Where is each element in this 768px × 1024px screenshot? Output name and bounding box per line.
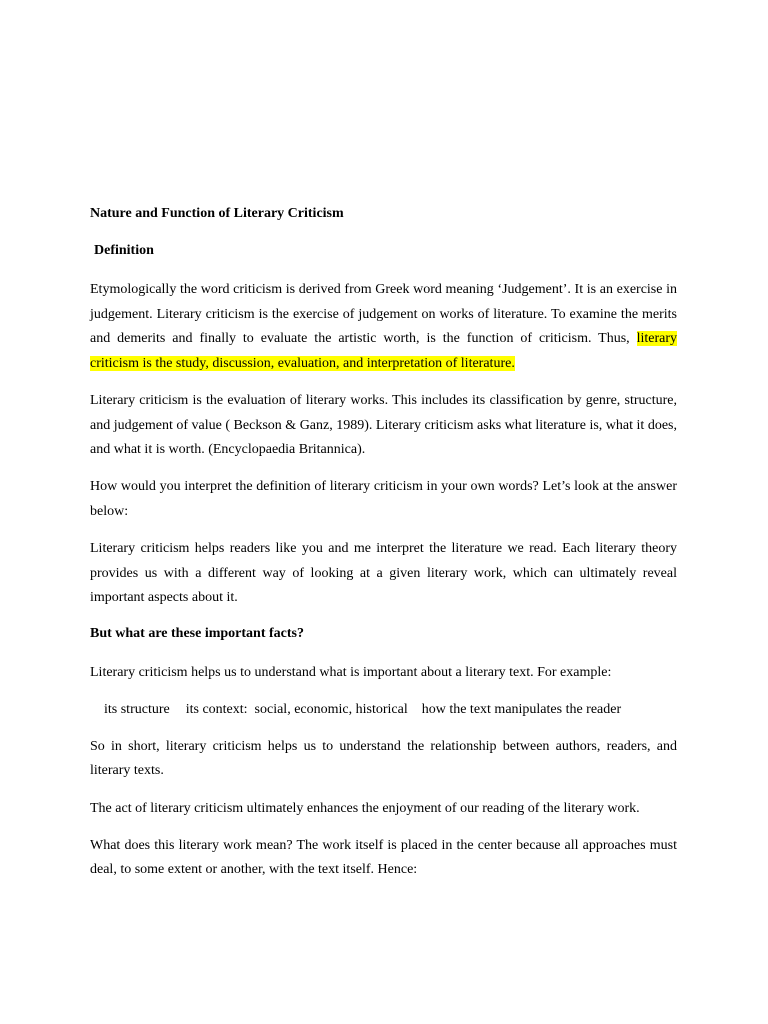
aspects-list [90, 698, 677, 723]
document-page [90, 204, 677, 896]
evaluation-paragraph: Literary criticism is the evaluation of literary works. This includes its classification by genre, structure, and judgement of value ( Beckson & Ganz, 1989). Literary criticism asks what literature is, what it does, and what it is worth. (Encyclopaedia Britannica). [90, 392, 677, 458]
list-item-manipulation: how the text manipulates the reader [421, 701, 622, 717]
enjoyment-paragraph: The act of literary criticism ultimately enhances the enjoyment of our reading of the literary work. [90, 800, 640, 816]
definition-paragraph [90, 278, 677, 376]
list-item-context: its context: social, economic, historical [185, 701, 408, 717]
summary-paragraph: So in short, literary criticism helps us to understand the relationship between authors, readers, and literary texts. [90, 738, 677, 779]
facts-heading: But what are these important facts? [90, 625, 304, 641]
interpret-question-paragraph: How would you interpret the definition of literary criticism in your own words? Let’s look at the answer below: [90, 479, 677, 519]
list-item-structure: its structure [104, 701, 170, 717]
example-intro-paragraph: Literary criticism helps us to understand what is important about a literary text. For example: [90, 664, 612, 680]
document-title: Nature and Function of Literary Criticism [90, 206, 344, 221]
meaning-paragraph: What does this literary work mean? The work itself is placed in the center because all approaches must deal, to some extent or another, with the text itself. Hence: [90, 837, 677, 878]
definition-text: Etymologically the word criticism is derived from Greek word meaning ‘Judgement’. It is an exercise in judgement. Literary criticism is the exercise of judgement on works of literature. To examine the merits and demerits and finally to evaluate the artistic worth, is the function of criticism. Thus, [90, 282, 677, 347]
definition-heading: Definition [94, 243, 154, 258]
highlighted-definition: literary criticism is the study, discussion, evaluation, and interpretation of literature. [90, 331, 677, 371]
readers-paragraph: Literary criticism helps readers like you and me interpret the literature we read. Each literary theory provides us with a different way of looking at a given literary work, which can ultimately reveal important aspects about it. [90, 541, 677, 606]
